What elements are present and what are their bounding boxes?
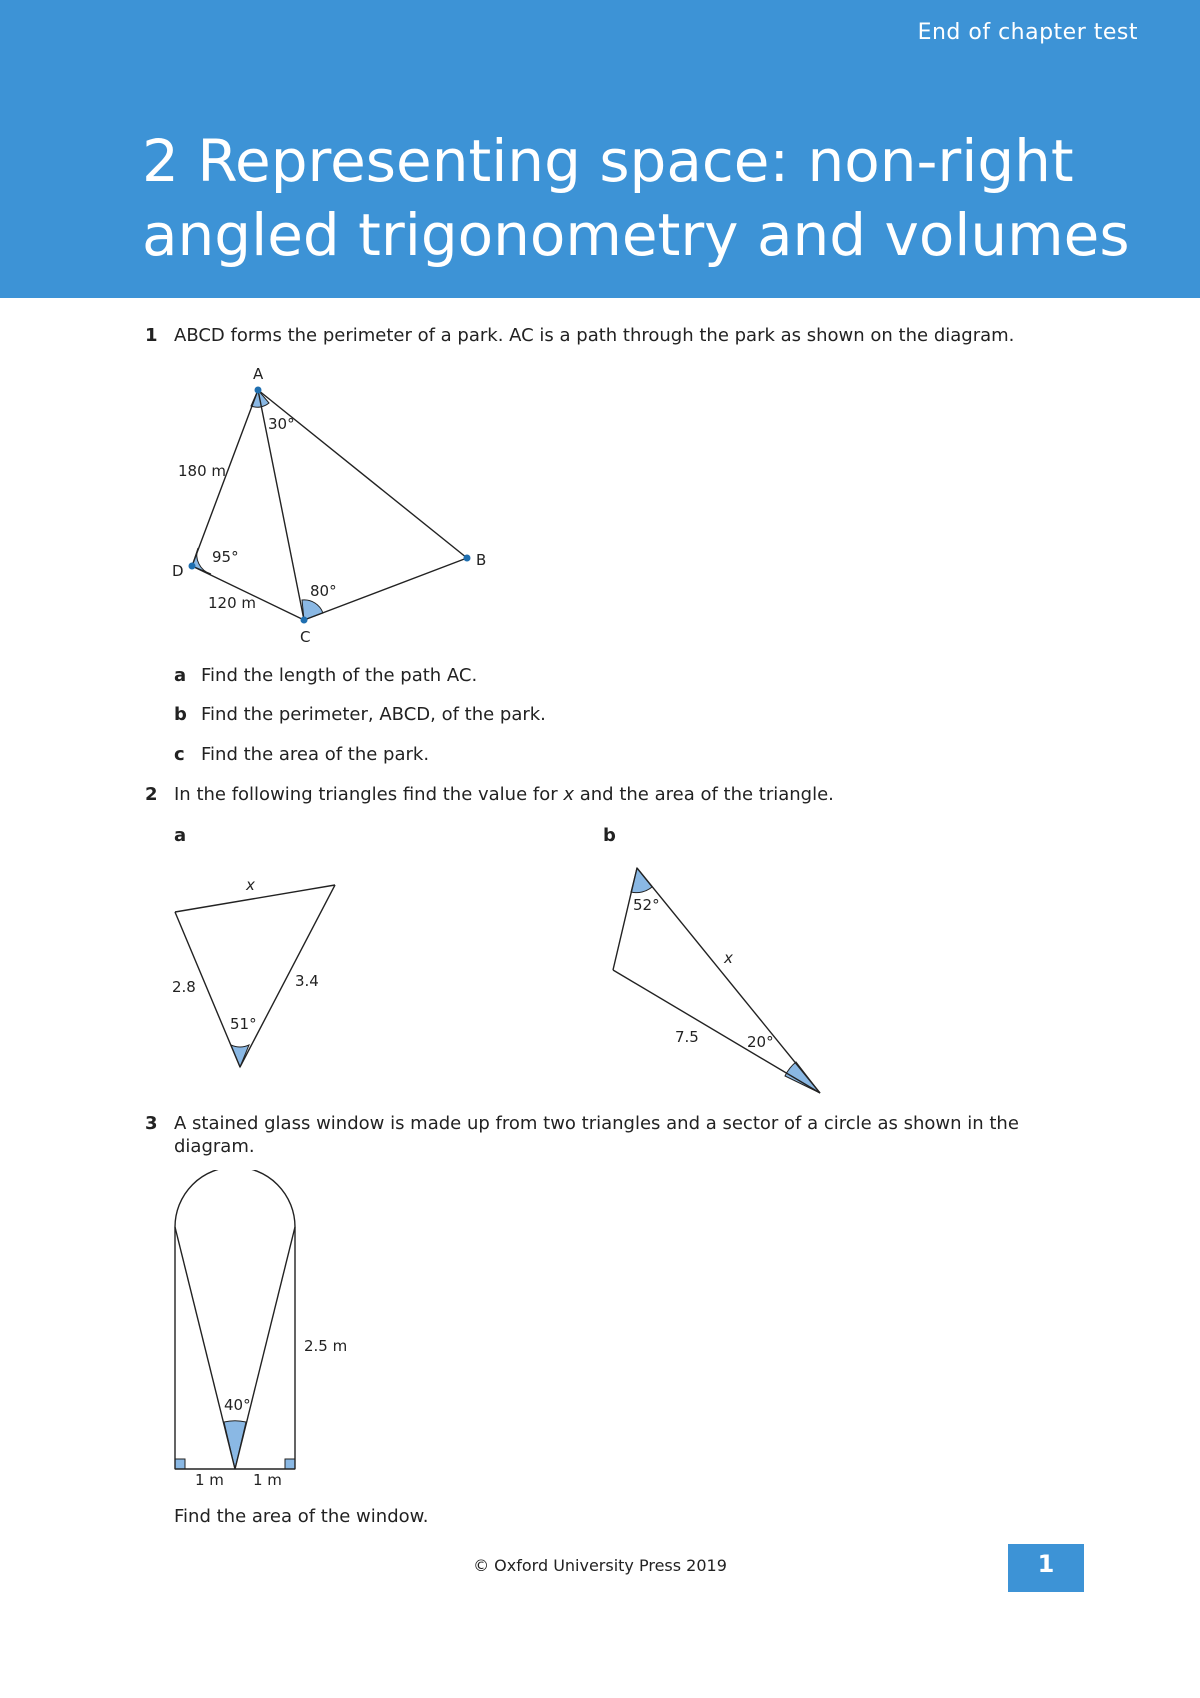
side-x xyxy=(175,885,335,912)
side-7-5 xyxy=(613,970,820,1093)
right-angle-left xyxy=(175,1459,185,1469)
label-1-m-right: 1 m xyxy=(253,1471,282,1489)
label-2-8: 2.8 xyxy=(172,978,196,996)
q1-part-b-text: Find the perimeter, ABCD, of the park. xyxy=(201,704,546,725)
point-c xyxy=(301,617,308,624)
label-c: C xyxy=(300,628,311,646)
label-1-m-left: 1 m xyxy=(195,1471,224,1489)
question-3-text-line2: diagram. xyxy=(174,1136,255,1157)
point-d xyxy=(189,563,196,570)
header-banner xyxy=(0,0,1200,298)
question-3-text-line1: A stained glass window is made up from two triangles and a sector of a circle as shown in the xyxy=(174,1113,1019,1134)
question-1-number: 1 xyxy=(145,325,158,346)
footer-copyright: © Oxford University Press 2019 xyxy=(473,1556,727,1575)
question-3-task: Find the area of the window. xyxy=(174,1506,429,1527)
q2-text-before: In the following triangles find the value for xyxy=(174,784,564,805)
label-angle-c: 80° xyxy=(310,582,337,600)
label-dc-length: 120 m xyxy=(208,594,257,612)
q1-part-a-text: Find the length of the path AC. xyxy=(201,665,478,686)
label-b: B xyxy=(476,551,487,569)
triangle-b-diagram xyxy=(600,860,840,1100)
right-angle-right xyxy=(285,1459,295,1469)
park-diagram xyxy=(150,360,510,650)
label-3-4: 3.4 xyxy=(295,972,319,990)
point-b xyxy=(464,555,471,562)
side-3-4 xyxy=(240,885,335,1067)
page-title: 2 Representing space: non-right angled trigonometry and volumes xyxy=(142,127,1130,269)
question-2-number: 2 xyxy=(145,784,158,805)
angle-40-marker xyxy=(224,1421,246,1469)
label-ad-length: 180 m xyxy=(178,462,227,480)
q2-part-a-letter: a xyxy=(174,825,187,846)
label-d: D xyxy=(172,562,184,580)
window-diag-left xyxy=(175,1227,235,1469)
label-a: A xyxy=(253,365,264,383)
q2-part-b-letter: b xyxy=(603,825,616,846)
label-20: 20° xyxy=(747,1033,774,1051)
q1-part-c-letter: c xyxy=(174,744,185,765)
window-arch xyxy=(175,1170,295,1227)
label-51: 51° xyxy=(230,1015,257,1033)
window-diagram xyxy=(160,1170,400,1490)
point-a xyxy=(255,387,262,394)
label-40: 40° xyxy=(224,1396,251,1414)
q1-part-b-letter: b xyxy=(174,704,187,725)
question-3-number: 3 xyxy=(145,1113,158,1134)
label-x-a: x xyxy=(246,876,255,894)
section-label: End of chapter test xyxy=(917,20,1138,45)
q2-var: x xyxy=(563,784,575,805)
question-1-text: ABCD forms the perimeter of a park. AC is a path through the park as shown on the diagram. xyxy=(174,325,1015,346)
angle-20-marker xyxy=(785,1062,820,1093)
q1-part-a-letter: a xyxy=(174,665,187,686)
label-7-5: 7.5 xyxy=(675,1028,699,1046)
triangle-a-diagram xyxy=(160,870,360,1070)
q1-part-c-text: Find the area of the park. xyxy=(201,744,430,765)
label-52: 52° xyxy=(633,896,660,914)
page-number: 1 xyxy=(1008,1544,1084,1592)
side-x-b xyxy=(637,868,820,1093)
label-2-5-m: 2.5 m xyxy=(304,1337,348,1355)
label-angle-d: 95° xyxy=(212,548,239,566)
label-angle-a: 30° xyxy=(268,415,295,433)
window-diag-right xyxy=(235,1227,295,1469)
q2-text-after: and the area of the triangle. xyxy=(574,784,834,805)
question-2-text xyxy=(174,783,1074,807)
side-left xyxy=(613,868,637,970)
label-x-b: x xyxy=(724,949,733,967)
